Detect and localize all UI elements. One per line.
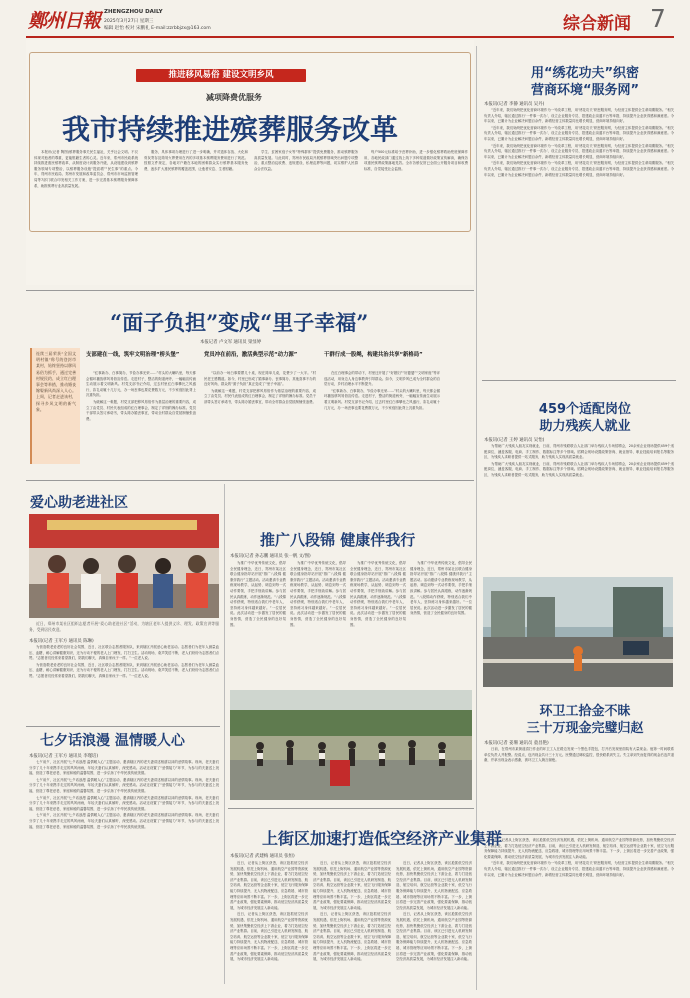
right-story-1-headline-2: 营商环境“服务网”: [530, 83, 640, 98]
lower-left-byline: 本报讯(记者 王军方 通讯员 陈琳): [29, 639, 94, 644]
right-story-3-body: 日前，在郑州市某街道清扫作业的环卫工人在路边发现一个黑色手提包，打开后发现里面装有大量现金。他第一时间联系单位负责人并报警。经清点，包内现金共计三十万元。民警通过调取监控，很快联系到失主。失主拿到失而复得的现金后连声道谢，并拿出现金表示感谢，被环卫工人婉言谢绝。: [484, 747, 674, 763]
right-bottom-body: 近日，记者从上街区获悉，该区抢抓低空经济发展机遇，依托上街机场、通用航空产业园等资源优势，加快集聚低空经济上下游企业，着力打造低空经济产业集群。目前，该区已引进无人机研发制造、航空培训、航空运营等企业数十家，低空飞行服务保障能力持续提升，无人机物流配送、应急救援、城市管理等应用场景不断丰富。下一步，上街区将进一步完善产业政策，强化要素保障，推动低空经济高质量发展，为城市经济发展注入新动能。 “近年来，我们始终把优化营商环境作为一号改革工程，用‘绣花功夫’织密服务网，为经营主体提供全生命周期服务。”相关负责人介绍，辖区通过推行‘一件事一次办’、设立企业服务专员、搭建政企沟通平台等举措，持续提升企业获得感和满意度。今年以来，已累计为企业解决问题百余件，新增经营主体数量同比增长明显，营商环境持续向好。: [484, 838, 674, 877]
section-title: 综合新闻: [563, 14, 631, 34]
lead-banner: 推进移风易俗 建设文明乡风: [136, 69, 306, 82]
right-story-3-headline-2: 三十万现金完璧归赵: [526, 721, 644, 736]
bottom-col-2: 近日，记者从上街区获悉，该区抢抓低空经济发展机遇，依托上街机场、通用航空产业园等资源优势，加快集聚低空经济上下游企业，着力打造低空经济产业集群。目前，该区已引进无人机研发制造、航空培训、航空运营等企业数十家，低空飞行服务保障能力持续提升，无人机物流配送、应急救援、城市管理等应用场景不断丰富。下一步，上街区将进一步完善产业政策，强化要素保障，推动低空经济高质量发展，为城市经济发展注入新动能。 近日，记者从上街区获悉，该区抢抓低空经济发展机遇，依托上街机场、通用航空产业园等资源优势，加快集聚低空经济上下游企业，着力打造低空经济产业集群。目前，该区已引进无人机研发制造、航空培训、航空运营等企业数十家，低空飞行服务保障能力持续提升，无人机物流配送、应急救援、城市管理等应用场景不断丰富。下一步，上街区将进一步完善产业政策，强化要素保障，推动低空经济高质量发展，为城市经济发展注入新动能。: [313, 861, 391, 962]
right-story-1-headline-1: 用“绣花功夫”织密: [530, 66, 640, 81]
bottom-byline: 本报讯(记者 武建梅 通讯员 张恒): [230, 854, 295, 859]
mid-col-2: “以前办一场白事要摆几十桌，现在简单几桌，花费少了一大半。”村民老王感慨道。如今，村里已形成了婚事新办、丧事简办、其他喜事不办的良好风尚，群众的“面子负担”真正变成了“里子幸福”。 为破解这一难题，村党支部把移风易俗作为基层治理的重要内容，成立了由党员、村民代表组成的红白理事会，制定了详细的操办标准。党员干部带头签订承诺书，带头简办婚丧事宜，带动全村群众自觉抵制铺张浪费。: [204, 371, 316, 404]
mid-col-3: 在红白理事会的带动下，村里还开展了“好媳妇”“好婆婆”“文明家庭”等评选活动，用身边人身边事教育引导群众。如今，文明乡风已成为全村群众的自觉行动，乡村治理水平不断提升。 “红事新办、白事简办，节俭办事光荣……”村头的大喇叭里，每天都会循环播放移风易俗宣传语。走进村子，整洁的街道两旁，一幅幅宣传画生动展示着文明新风。村党支部书记介绍，过去村里红白事攀比之风盛行，彩礼动辄十几万元，办一场丧事也要花费数万元，不少家庭因此背上沉重负担。: [324, 371, 440, 410]
lower-left-divider: [26, 726, 220, 727]
right-divider-2: [482, 834, 676, 835]
right-story-2-headline-1: 459个适配岗位: [538, 402, 632, 417]
page-number: 7: [650, 4, 666, 33]
lower-left-headline: 爱心助老进社区: [30, 495, 128, 511]
right-divider-1: [482, 380, 676, 381]
lower-left-2-byline: 本报讯(记者 王军方 通讯员 李瑾培): [29, 754, 99, 759]
right-story-2-body: 为帮助广大残疾人朋友实现就业，日前，郑州市残联联合人社部门举办残疾人专场招聘会，20余家企业现场提供459个适配岗位，涵盖客服、电商、手工制作、数据标注等多个领域。招聘会现场设置政策咨询、就业指导、职业技能培训报名等服务区，为残疾人求职者提供一站式服务，助力残疾人实现高质量就业。 为帮助广大残疾人朋友实现就业，日前，郑州市残联联合人社部门举办残疾人专场招聘会，20余家企业现场提供459个适配岗位，涵盖客服、电商、手工制作、数据标注等多个领域。招聘会现场设置政策咨询、就业指导、职业技能培训报名等服务区，为残疾人求职者提供一站式服务，助力残疾人实现高质量就业。: [484, 444, 674, 477]
lead-col-2: 服务，具体事项办理进行了进一步明确，并对遗体存放、火化和骨灰寄存及简易火葬费用在内的多项基本殡葬服务费用进行了规范。按照文件规定，各地对户籍在本地的困难群众实行殡葬基本服务免费，逐步扩大惠民殡葬的覆盖范围，让逝者安息、生者慰藉。: [144, 150, 248, 171]
lower-left-vrule: [224, 484, 225, 984]
editor-line: 编辑 赵怡 校对 宋鹏礼 E-mail:zzrbbjzx@163.com: [104, 26, 211, 31]
center-col-2: 为推广中华优秀传统文化，倡导全民健身理念，近日，郑州市某社区联合健身指导站开展“推广八段锦 健康伴我行”主题活动。活动邀请专业教练现场教学，从起势、调息到每一式动作要领，手把手细致讲解。参与居民认真跟练，动作逐渐规范。“八段锦动作舒缓，特别适合我们中老年人，坚持练习身体越来越好。”一位居民说。此次活动进一步激发了居民的健身热情，营造了全民健身的良好氛围。: [290, 561, 347, 627]
street-photo: [483, 577, 673, 687]
right-column-divider: [476, 46, 477, 990]
bottom-headline: 上街区加速打造低空经济产业集群: [262, 829, 503, 848]
lead-kicker: 减项降费优服务: [206, 93, 262, 102]
right-story-1-body: “近年来，我们始终把优化营商环境作为一号改革工程，用‘绣花功夫’织密服务网，为经营主体提供全生命周期服务。”相关负责人介绍，辖区通过推行‘一件事一次办’、设立企业服务专员、搭建政企沟通平台等举措，持续提升企业获得感和满意度。今年以来，已累计为企业解决问题百余件，新增经营主体数量同比增长明显，营商环境持续向好。 “近年来，我们始终把优化营商环境作为一号改革工程，用‘绣花功夫’织密服务网，为经营主体提供全生命周期服务。”相关负责人介绍，辖区通过推行‘一件事一次办’、设立企业服务专员、搭建政企沟通平台等举措，持续提升企业获得感和满意度。今年以来，已累计为企业解决问题百余件，新增经营主体数量同比增长明显，营商环境持续向好。 “近年来，我们始终把优化营商环境作为一号改革工程，用‘绣花功夫’织密服务网，为经营主体提供全生命周期服务。”相关负责人介绍，辖区通过推行‘一件事一次办’、设立企业服务专员、搭建政企沟通平台等举措，持续提升企业获得感和满意度。今年以来，已累计为企业解决问题百余件，新增经营主体数量同比增长明显，营商环境持续向好。 “近年来，我们始终把优化营商环境作为一号改革工程，用‘绣花功夫’织密服务网，为经营主体提供全生命周期服务。”相关负责人介绍，辖区通过推行‘一件事一次办’、设立企业服务专员、搭建政企沟通平台等举措，持续提升企业获得感和满意度。今年以来，已累计为企业解决问题百余件，新增经营主体数量同比增长明显，营商环境持续向好。: [484, 108, 674, 177]
bottom-col-3: 近日，记者从上街区获悉，该区抢抓低空经济发展机遇，依托上街机场、通用航空产业园等资源优势，加快集聚低空经济上下游企业，着力打造低空经济产业集群。目前，该区已引进无人机研发制造、航空培训、航空运营等企业数十家，低空飞行服务保障能力持续提升，无人机物流配送、应急救援、城市管理等应用场景不断丰富。下一步，上街区将进一步完善产业政策，强化要素保障，推动低空经济高质量发展，为城市经济发展注入新动能。 近日，记者从上街区获悉，该区抢抓低空经济发展机遇，依托上街机场、通用航空产业园等资源优势，加快集聚低空经济上下游企业，着力打造低空经济产业集群。目前，该区已引进无人机研发制造、航空培训、航空运营等企业数十家，低空飞行服务保障能力持续提升，无人机物流配送、应急救援、城市管理等应用场景不断丰富。下一步，上街区将进一步完善产业政策，强化要素保障，推动低空经济高质量发展，为城市经济发展注入新动能。: [396, 861, 472, 962]
lead-col-4: 每户500元标准给予丧葬补助，进一步强化殡葬救助兜底保障作用，各地民政部门通过线上线下多种渠道做好政策宣传解读，确保各项惠民殡葬政策落地见效。全市各殡仪馆已全面公开服务项目和收费标准，自觉接受社会监督。: [364, 150, 468, 171]
lower-left-2-headline: 七夕话浪漫 温情暖人心: [40, 733, 185, 749]
lead-story: [26, 40, 474, 285]
mid-col-1: “红事新办、白事简办，节俭办事光荣……”村头的大喇叭里，每天都会循环播放移风易俗宣传语。走进村子，整洁的街道两旁，一幅幅宣传画生动展示着文明新风。村党支部书记介绍，过去村里红白事攀比之风盛行，彩礼动辄十几万元，办一场丧事也要花费数万元，不少家庭因此背上沉重负担。 为破解这一难题，村党支部把移风易俗作为基层治理的重要内容，成立了由党员、村民代表组成的红白理事会，制定了详细的操办标准。党员干部带头签订承诺书，带头简办婚丧事宜，带动全村群众自觉抵制铺张浪费。: [86, 371, 196, 421]
center-col-1: 为推广中华优秀传统文化，倡导全民健身理念，近日，郑州市某社区联合健身指导站开展“推广八段锦 健康伴我行”主题活动。活动邀请专业教练现场教学，从起势、调息到每一式动作要领，手把手细致讲解。参与居民认真跟练，动作逐渐规范。“八段锦动作舒缓，特别适合我们中老年人，坚持练习身体越来越好。”一位居民说。此次活动进一步激发了居民的健身热情，营造了全民健身的良好氛围。: [230, 561, 287, 627]
right-story-3-headline-1: 环卫工拾金不昧: [539, 704, 631, 719]
date-line: 2025年3月27日 星期三: [104, 19, 154, 24]
mid-subhead-3: 干群行成一股绳，构建共治共享“新格局”: [324, 352, 423, 358]
lower-left-body: 为营造敬老爱老的良好社会氛围，近日，社区联合志愿者服务队，来到辖区开展爱心助老活动。志愿者们为老年人测量血压、血糖，耐心讲解健康知识，还为行动不便的老人上门理发、打扫卫生。活动现场，欢声笑语不断，老人们纷纷为志愿者们点赞。“志愿者们经常来看望我们，陪我们聊天，真像自家孩子一样。”一位老人说。 为营造敬老爱老的良好社会氛围，近日，社区联合志愿者服务队，来到辖区开展爱心助老活动。志愿者们为老年人测量血压、血糖，耐心讲解健康知识，还为行动不便的老人上门理发、打扫卫生。活动现场，欢声笑语不断，老人们纷纷为志愿者们点赞。“志愿者们经常来看望我们，陪我们聊天，真像自家孩子一样。”一位老人说。: [29, 645, 219, 678]
lead-headline: 我市持续推进殡葬服务改革: [62, 113, 399, 146]
newspaper-logo: 鄭州日報: [28, 10, 101, 32]
mid-top-rule: [26, 290, 474, 291]
masthead-rule: [26, 36, 674, 38]
lower-left-2-body: 七夕前夕，社区开展“七夕话浪漫 温情暖人心”主题活动，邀请辖区内的老夫妻讲述相濡以沫的爱情故事。现场，老夫妻们分享了几十年来携手走过的风风雨雨，年轻夫妻们认真倾听，深受感动。活动还设置了“爱情接力”环节，为参与的夫妻送上祝福，营造了尊老爱老、家庭和睦的温馨氛围，进一步弘扬了中华民族传统美德。 七夕前夕，社区开展“七夕话浪漫 温情暖人心”主题活动，邀请辖区内的老夫妻讲述相濡以沫的爱情故事。现场，老夫妻们分享了几十年来携手走过的风风雨雨，年轻夫妻们认真倾听，深受感动。活动还设置了“爱情接力”环节，为参与的夫妻送上祝福，营造了尊老爱老、家庭和睦的温馨氛围，进一步弘扬了中华民族传统美德。 七夕前夕，社区开展“七夕话浪漫 温情暖人心”主题活动，邀请辖区内的老夫妻讲述相濡以沫的爱情故事。现场，老夫妻们分享了几十年来携手走过的风风雨雨，年轻夫妻们认真倾听，深受感动。活动还设置了“爱情接力”环节，为参与的夫妻送上祝福，营造了尊老爱老、家庭和睦的温馨氛围，进一步弘扬了中华民族传统美德。 七夕前夕，社区开展“七夕话浪漫 温情暖人心”主题活动，邀请辖区内的老夫妻讲述相濡以沫的爱情故事。现场，老夫妻们分享了几十年来携手走过的风风雨雨，年轻夫妻们认真倾听，深受感动。活动还设置了“爱情接力”环节，为参与的夫妻送上祝福，营造了尊老爱老、家庭和睦的温馨氛围，进一步弘扬了中华民族传统美德。: [29, 760, 219, 829]
mid-bottom-rule: [26, 480, 474, 481]
right-story-2-byline: 本报讯(记者 王婷 通讯员 吴怡): [484, 438, 545, 443]
center-byline: 本报讯(记者 孙志鹏 通讯员 张一帆 文/图): [230, 554, 311, 559]
lead-col-1: 本报讯(记者 陶图)殡葬服务事关民生福祉，关乎社会文明。不仅体现对逝者的尊重，更能慰藉生者的心灵。近年来，郑州市民政系统持续推进惠民殡葬改革，从制度设计到服务升级，从设施建设到殡葬服务领域专项整治，以殡葬服务设施“提质增”“民生事”的重点。今年，郑州市民政局、郑州市发展和改革委员会、郑州市市场监督管理局等7部门联合印发相关工作方案，进一步完善基本殡葬服务保障体系，助推殡葬行业高质量发展。: [34, 150, 138, 188]
center-col-3: 为推广中华优秀传统文化，倡导全民健身理念，近日，郑州市某社区联合健身指导站开展“推广八段锦 健康伴我行”主题活动。活动邀请专业教练现场教学，从起势、调息到每一式动作要领，手把手细致讲解。参与居民认真跟练，动作逐渐规范。“八段锦动作舒缓，特别适合我们中老年人，坚持练习身体越来越好。”一位居民说。此次活动进一步激发了居民的健身热情，营造了全民健身的良好氛围。: [350, 561, 407, 627]
center-col-4: 为推广中华优秀传统文化，倡导全民健身理念，近日，郑州市某社区联合健身指导站开展“推广八段锦 健康伴我行”主题活动。活动邀请专业教练现场教学，从起势、调息到每一式动作要领，手把手细致讲解。参与居民认真跟练，动作逐渐规范。“八段锦动作舒缓，特别适合我们中老年人，坚持练习身体越来越好。”一位居民说。此次活动进一步激发了居民的健身热情，营造了全民健身的良好氛围。: [410, 561, 472, 616]
right-story-3-byline: 本报讯(记者 姜珊 通讯员 童昌艳): [484, 741, 549, 746]
bottom-top-rule: [228, 808, 474, 809]
bottom-col-1: 近日，记者从上街区获悉，该区抢抓低空经济发展机遇，依托上街机场、通用航空产业园等资源优势，加快集聚低空经济上下游企业，着力打造低空经济产业集群。目前，该区已引进无人机研发制造、航空培训、航空运营等企业数十家，低空飞行服务保障能力持续提升，无人机物流配送、应急救援、城市管理等应用场景不断丰富。下一步，上街区将进一步完善产业政策，强化要素保障，推动低空经济高质量发展，为城市经济发展注入新动能。 近日，记者从上街区获悉，该区抢抓低空经济发展机遇，依托上街机场、通用航空产业园等资源优势，加快集聚低空经济上下游企业，着力打造低空经济产业集群。目前，该区已引进无人机研发制造、航空培训、航空运营等企业数十家，低空飞行服务保障能力持续提升，无人机物流配送、应急救援、城市管理等应用场景不断丰富。下一步，上街区将进一步完善产业政策，强化要素保障，推动低空经济高质量发展，为城市经济发展注入新动能。: [230, 861, 308, 962]
mid-byline: 本报记者 卢文军 通讯员 梁显婷: [200, 340, 262, 345]
mid-headline: “面子负担”变成“里子幸福”: [110, 310, 369, 335]
mid-quote-box: 连续三届荣获“全国文明村镇”称号的登封市某村，始终坚持以移风易俗为抓手，通过完善村规民约、成立红白理事会等举措，推动婚丧嫁娶新风尚深入人心。上周，记者走进该村，探寻乡风文明的新气象。: [30, 348, 80, 464]
mid-subhead-2: 党员冲在前沿，激活典型示范“动力源”: [204, 352, 298, 358]
community-photo: [29, 514, 219, 618]
center-headline: 推广八段锦 健康伴我行: [260, 531, 416, 549]
mid-subhead-1: 支部建在一线，筑牢文明治理“桥头堡”: [86, 352, 180, 358]
right-story-2-headline-2: 助力残疾人就业: [539, 419, 631, 434]
lower-left-caption: 近日，郑州市某社区组织志愿者开展“爱心助老进社区”活动，为辖区老年人提供义诊、理发、政策宣讲等服务，受到居民欢迎。: [29, 621, 219, 632]
newspaper-pinyin: ZHENGZHOU DAILY: [104, 9, 163, 15]
baduanjin-photo: [230, 690, 472, 800]
lead-col-3: 学生、贫困家庭子女等“特殊群体”提供免费服务，推动殡葬服务高质量发展。与此同时，郑州市民政局开展殡葬领域突出问题专项整治，重点整治乱收费、违规建设、私埋乱葬等问题，切实维护人民群众合法权益。: [254, 150, 358, 171]
right-story-1-byline: 本报讯(记者 李静 通讯员 吴丹): [484, 102, 545, 107]
